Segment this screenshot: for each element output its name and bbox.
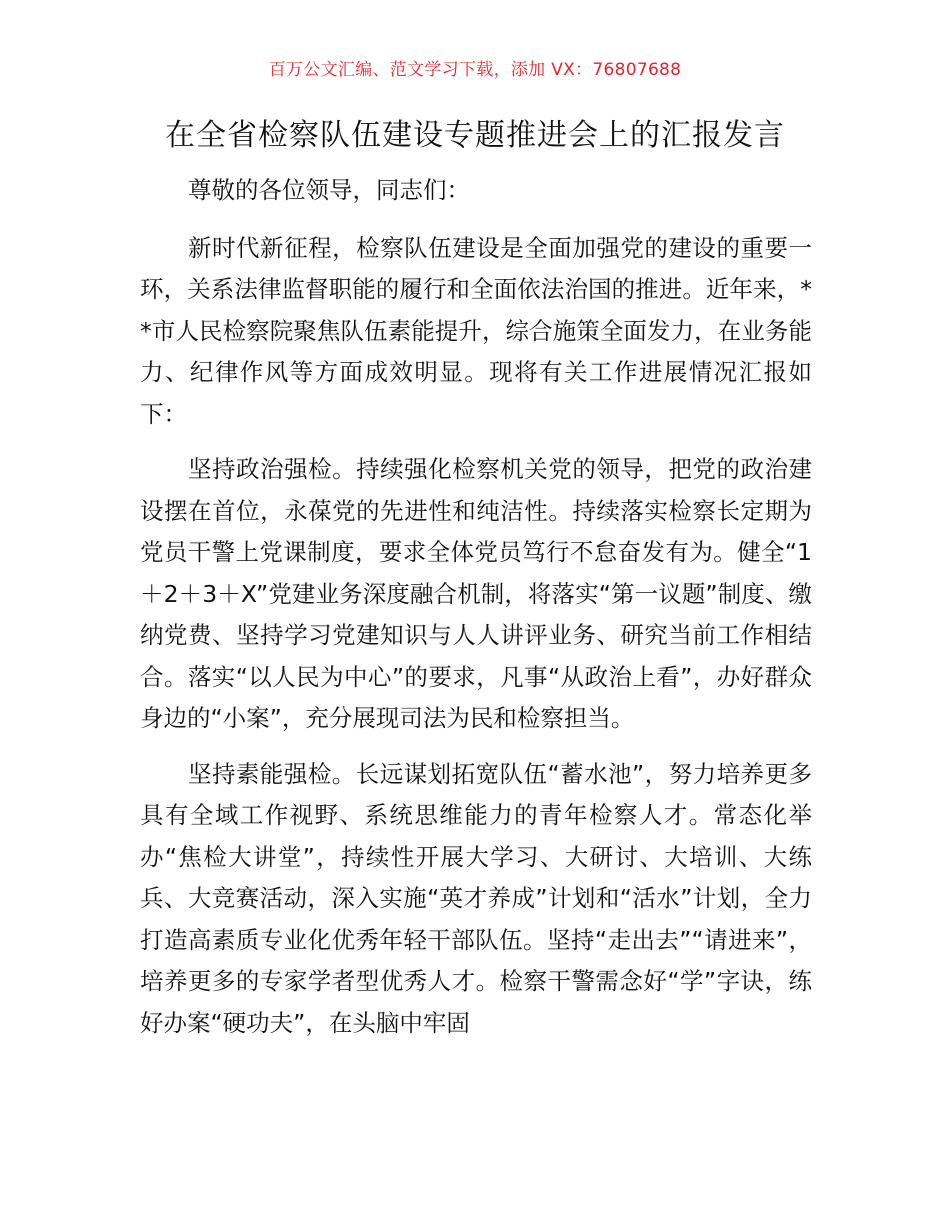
document-body [140, 170, 812, 1058]
paragraph-competence: 坚持素能强检。长远谋划拓宽队伍“蓄水池”，努力培养更多具有全域工作视野、系统思维能力的青年检察人才。常态化举办“焦检大讲堂”，持续性开展大学习、大研讨、大培训、大练兵、大竞赛活动，深入实施“英才养成”计划和“活水”计划，全力打造高素质专业化优秀年轻干部队伍。坚持“走出去”“请进来”，培养更多的专家学者型优秀人才。检察干警需念好“学”字诀，练好办案“硬功夫”，在头脑中牢固 [140, 759, 812, 1037]
watermark-header-note: 百万公文汇编、范文学习下载，添加 VX：76807688 [268, 60, 682, 80]
paragraph-political: 坚持政治强检。持续强化检察机关党的领导，把党的政治建设摆在首位，永葆党的先进性和纯洁性。持续落实检察长定期为党员干警上党课制度，要求全体党员笃行不怠奋发有为。健全“1＋2＋3＋X”党建业务深度融合机制，将落实“第一议题”制度、缴纳党费、坚持学习党建知识与人人讲评业务、研究当前工作相结合。落实“以人民为中心”的要求，凡事“从政治上看”，办好群众身边的“小案”，充分展现司法为民和检察担当。 [140, 455, 812, 732]
document-title: 在全省检察队伍建设专题推进会上的汇报发言 [165, 118, 785, 153]
salutation: 尊敬的各位领导，同志们： [188, 176, 470, 204]
paragraph-intro: 新时代新征程，检察队伍建设是全面加强党的建设的重要一环，关系法律监督职能的履行和全面依法治国的推进。近年来，**市人民检察院聚焦队伍素能提升，综合施策全面发力，在业务能力、纪律作风等方面成效明显。现将有关工作进展情况汇报如下： [140, 233, 812, 428]
